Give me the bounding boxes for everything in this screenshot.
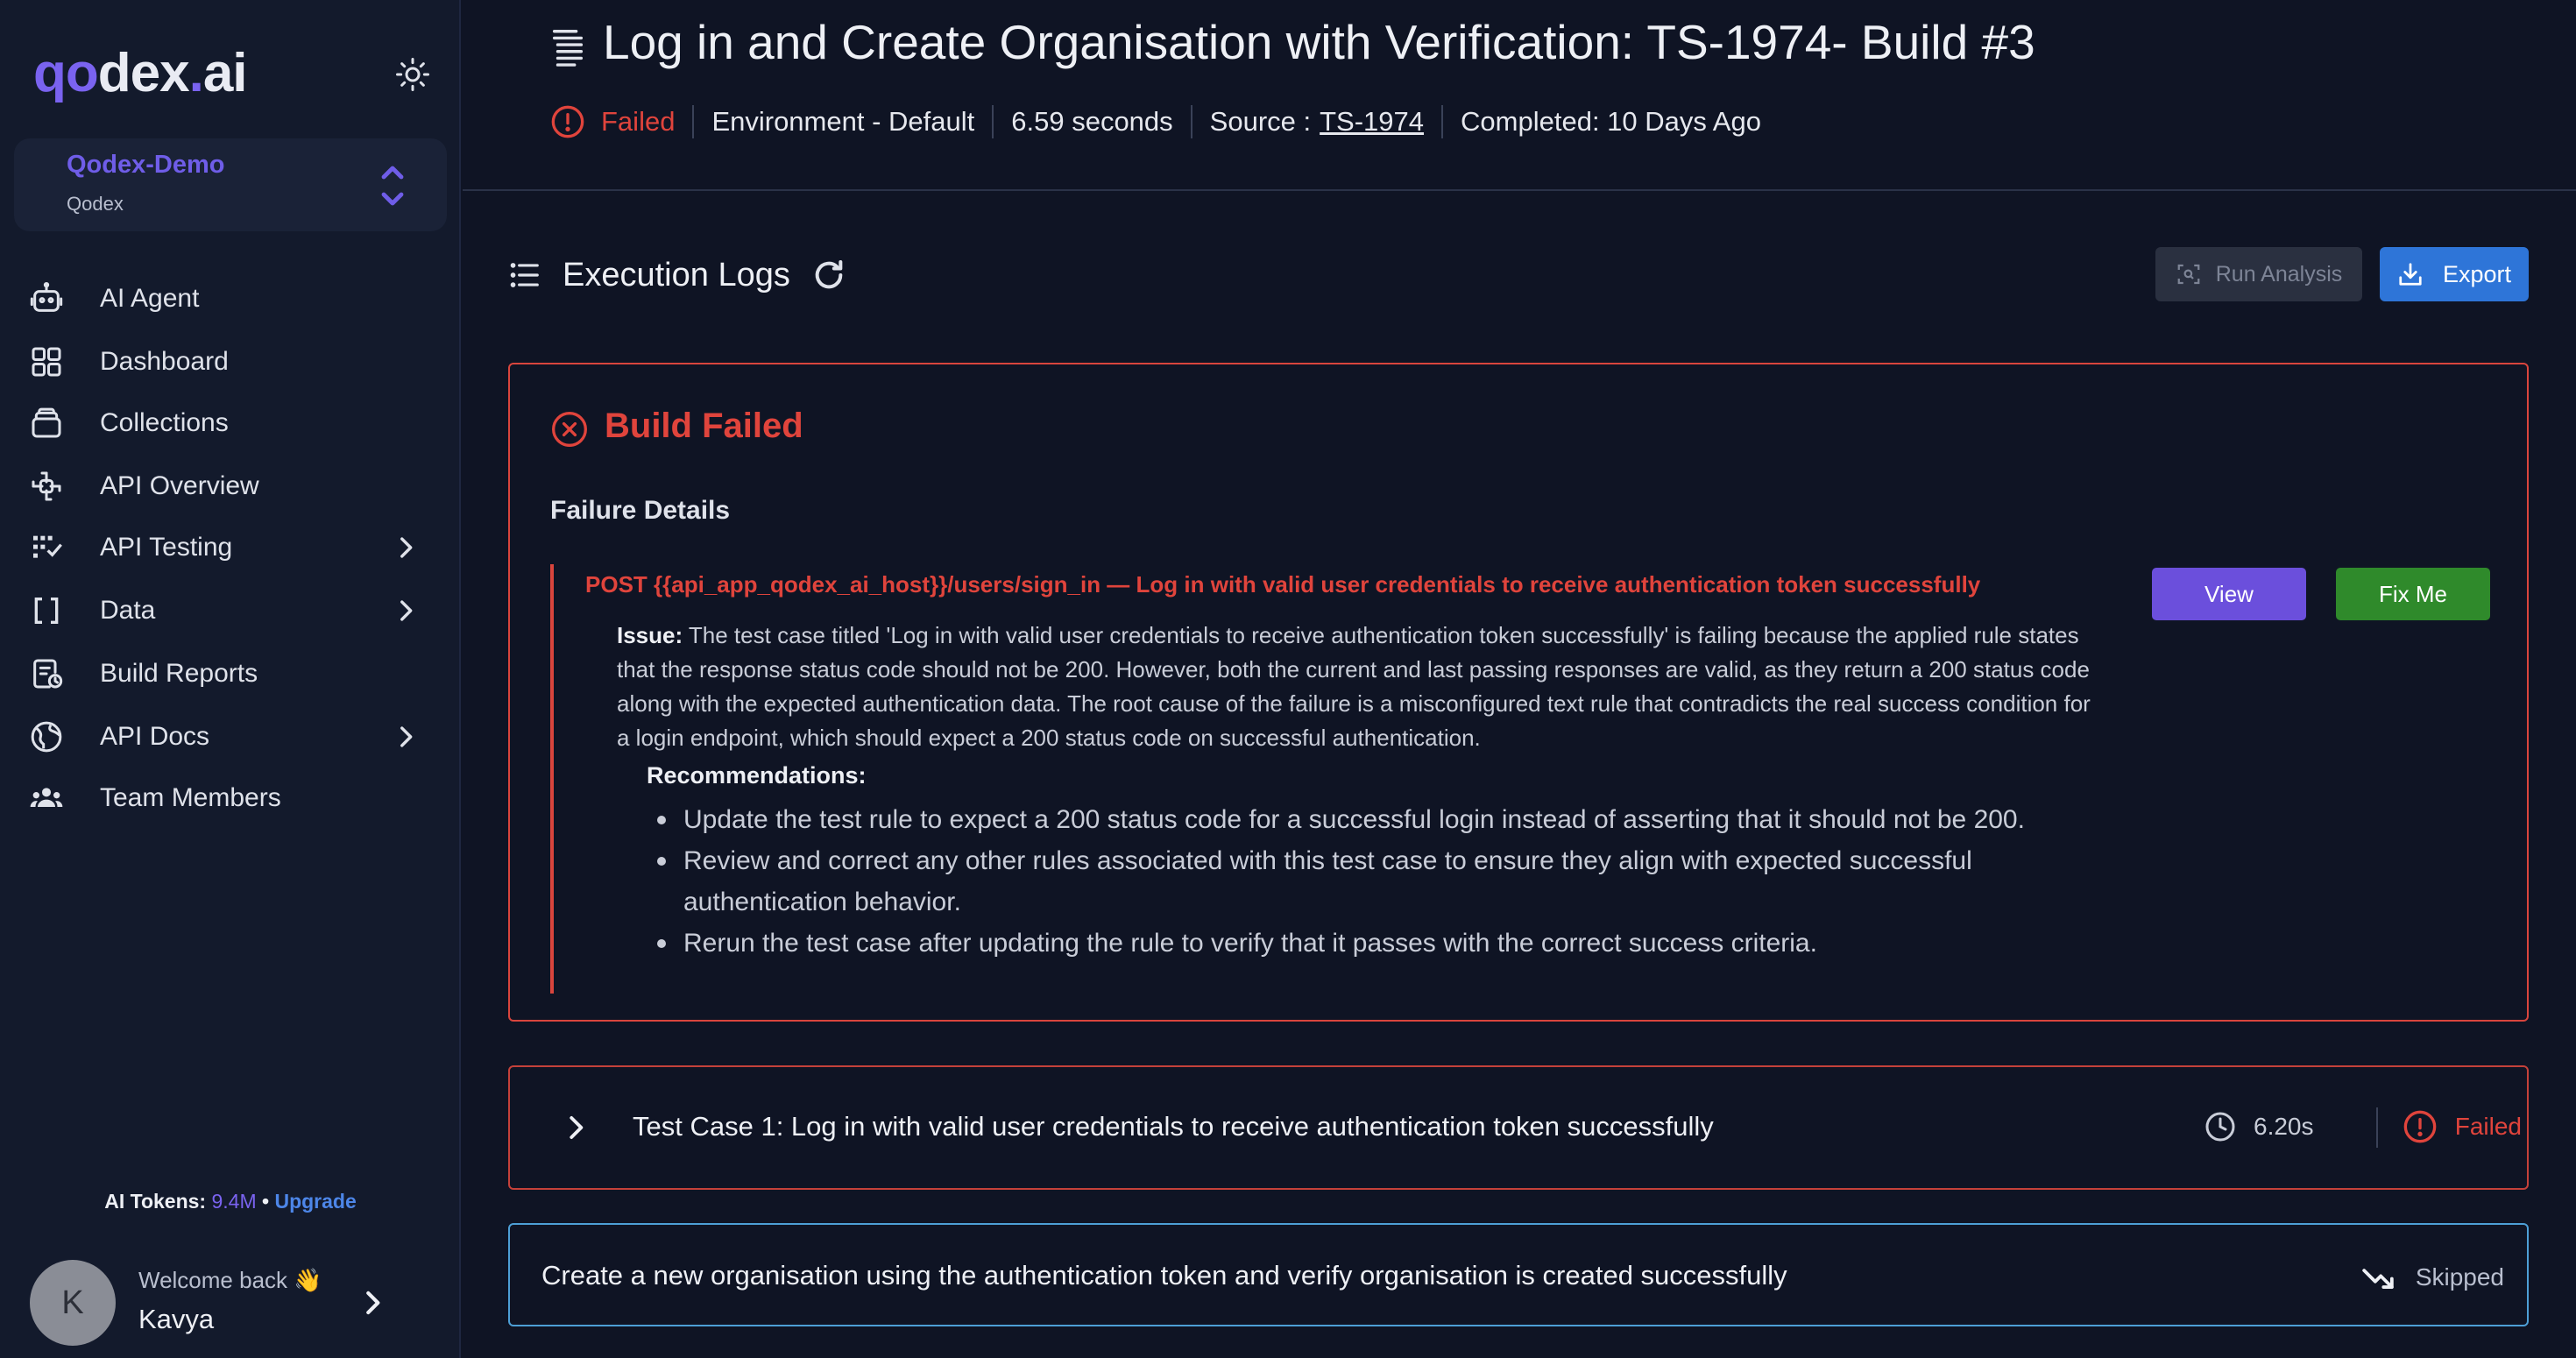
- test-case-row[interactable]: [508, 1223, 2529, 1326]
- sidebar-item-api-docs[interactable]: [0, 710, 461, 764]
- export-label: Export: [2442, 260, 2512, 287]
- test-case-title: Test Case 1: Log in with valid user credentials to receive authentication token successfully: [633, 1111, 1714, 1142]
- list-icon: [508, 258, 541, 292]
- sidebar-item-dashboard[interactable]: [0, 335, 461, 389]
- failure-details-title: Failure Details: [550, 496, 731, 525]
- issue-text: [617, 619, 2106, 755]
- sidebar-item-api-testing[interactable]: [0, 520, 461, 575]
- recommendations-title: Recommendations:: [647, 762, 867, 789]
- build-failed-title: Build Failed: [605, 407, 803, 445]
- refresh-icon[interactable]: [811, 258, 846, 293]
- run-analysis-label: Run Analysis: [2215, 261, 2343, 286]
- export-button[interactable]: [2380, 247, 2529, 301]
- sidebar-item-collections[interactable]: [0, 396, 461, 450]
- fix-me-button[interactable]: Fix Me: [2336, 568, 2490, 620]
- avatar: K: [30, 1260, 116, 1346]
- logo-text-ai: ai: [202, 43, 247, 103]
- grid-icon: [26, 342, 67, 382]
- build-failed-card: [508, 363, 2529, 1022]
- sidebar-item-label: Data: [100, 596, 156, 625]
- sidebar-item-label: Dashboard: [100, 347, 229, 376]
- execution-logs-title: Execution Logs: [563, 256, 790, 294]
- brackets-icon: [26, 591, 67, 631]
- status-value: Skipped: [2415, 1263, 2504, 1291]
- completed-label: Completed: 10 Days Ago: [1461, 106, 1761, 137]
- tokens-separator: •: [262, 1190, 270, 1213]
- scan-icon: [2176, 261, 2202, 287]
- api-icon: [26, 466, 67, 506]
- environment-label: Environment - Default: [711, 106, 975, 137]
- team-icon: [26, 778, 67, 818]
- logo-text-qo: qo: [33, 43, 98, 103]
- test-icon: [26, 527, 67, 568]
- source-label: Source :: [1209, 106, 1312, 137]
- org-name: Qodex-Demo: [67, 151, 225, 179]
- build-header: [463, 0, 2576, 191]
- run-analysis-button[interactable]: [2155, 247, 2362, 301]
- org-switcher[interactable]: [14, 138, 447, 231]
- sidebar-item-label: Build Reports: [100, 659, 258, 688]
- clock-icon: [2204, 1111, 2236, 1142]
- status-badge: Failed: [601, 106, 676, 137]
- alert-circle-icon: [2403, 1109, 2438, 1144]
- tokens-value: 9.4M: [211, 1190, 257, 1213]
- chevron-right-icon[interactable]: [391, 722, 421, 752]
- list-item: Update the test rule to expect a 200 status code for a successful login instead of asserting that it should not be 200.: [652, 799, 2106, 840]
- meta-divider: [692, 105, 694, 138]
- sidebar-item-label: Collections: [100, 408, 229, 437]
- test-case-title: Create a new organisation using the authentication token and verify organisation is created successfully: [541, 1260, 1787, 1291]
- chevron-up-down-icon[interactable]: [375, 159, 410, 212]
- recommendations-list: [652, 799, 2106, 964]
- org-subtitle: Qodex: [67, 193, 124, 215]
- view-button[interactable]: View: [2152, 568, 2306, 620]
- meta-divider: [992, 105, 994, 138]
- upgrade-link[interactable]: Upgrade: [274, 1190, 357, 1213]
- build-meta: [550, 100, 1761, 144]
- logo-text-dex: dex: [97, 43, 189, 103]
- sun-icon[interactable]: [391, 53, 435, 96]
- sidebar-item-api-overview[interactable]: [0, 459, 461, 513]
- ai-tokens: [0, 1190, 461, 1213]
- sidebar-item-label: AI Agent: [100, 284, 200, 313]
- chevron-right-icon[interactable]: [391, 533, 421, 562]
- issue-label: Issue:: [617, 622, 683, 648]
- list-item: Rerun the test case after updating the rule to verify that it passes with the correct success criteria.: [652, 923, 2106, 964]
- stack-icon: [26, 403, 67, 443]
- x-circle-icon: [550, 410, 589, 449]
- globe-icon: [26, 717, 67, 757]
- robot-icon: [26, 279, 67, 319]
- sidebar-item-label: Team Members: [100, 783, 281, 812]
- duration-label: 6.59 seconds: [1011, 106, 1173, 137]
- sidebar-item-ai-agent[interactable]: [0, 272, 461, 326]
- failed-endpoint: POST {{api_app_qodex_ai_host}}/users/sign_in — Log in with valid user credentials to receive authentication token successfully: [585, 571, 1981, 598]
- test-case-status: [2381, 1109, 2522, 1144]
- issue-description: The test case titled 'Log in with valid user credentials to receive authentication token successfully' is failing because the applied rule states that the response status code should not be 200. However, both the current and last passing responses are valid, as they return a 200 status code along with the expected authentication data. The root cause of the failure is a misconfigured text rule that contradicts the real success condition for a login endpoint, which should expect a 200 status code on successful authentication.: [617, 622, 2091, 751]
- user-name: Kavya: [138, 1304, 215, 1334]
- sidebar-item-team-members[interactable]: [0, 771, 461, 825]
- sidebar-item-label: API Docs: [100, 722, 210, 751]
- qodex-logo[interactable]: [33, 42, 247, 104]
- welcome-text: Welcome back 👋: [138, 1267, 322, 1293]
- alert-circle-icon: [550, 104, 585, 139]
- tokens-label: AI Tokens:: [104, 1190, 207, 1213]
- user-profile[interactable]: [30, 1260, 433, 1346]
- sidebar-item-data[interactable]: [0, 584, 461, 638]
- logo-text-dot: .: [188, 43, 203, 103]
- test-case-duration: [2204, 1109, 2314, 1144]
- list-item: Review and correct any other rules associated with this test case to ensure they align with expected successful authentication behavior.: [652, 840, 2106, 923]
- test-case-status: [2350, 1260, 2504, 1295]
- source-link[interactable]: TS-1974: [1320, 106, 1425, 137]
- sidebar-item-build-reports[interactable]: [0, 647, 461, 701]
- sidebar-item-label: API Testing: [100, 533, 233, 562]
- report-icon: [26, 654, 67, 694]
- row-divider: [2376, 1107, 2378, 1148]
- download-icon: [2397, 261, 2424, 287]
- duration-value: 6.20s: [2254, 1113, 2314, 1140]
- meta-divider: [1441, 105, 1443, 138]
- skip-arrow-icon: [2361, 1261, 2395, 1294]
- failure-detail-block: [550, 564, 2180, 994]
- meta-divider: [1191, 105, 1192, 138]
- document-list-icon: [550, 26, 585, 67]
- chevron-right-icon[interactable]: [559, 1111, 592, 1144]
- chevron-right-icon[interactable]: [391, 596, 421, 626]
- sidebar-item-label: API Overview: [100, 471, 259, 500]
- page-title: Log in and Create Organisation with Verification: TS-1974- Build #3: [603, 15, 2035, 69]
- execution-logs-header: [508, 249, 846, 301]
- sidebar: [0, 0, 461, 1358]
- test-case-row[interactable]: [508, 1065, 2529, 1190]
- status-value: Failed: [2454, 1113, 2522, 1140]
- chevron-right-icon[interactable]: [356, 1286, 389, 1319]
